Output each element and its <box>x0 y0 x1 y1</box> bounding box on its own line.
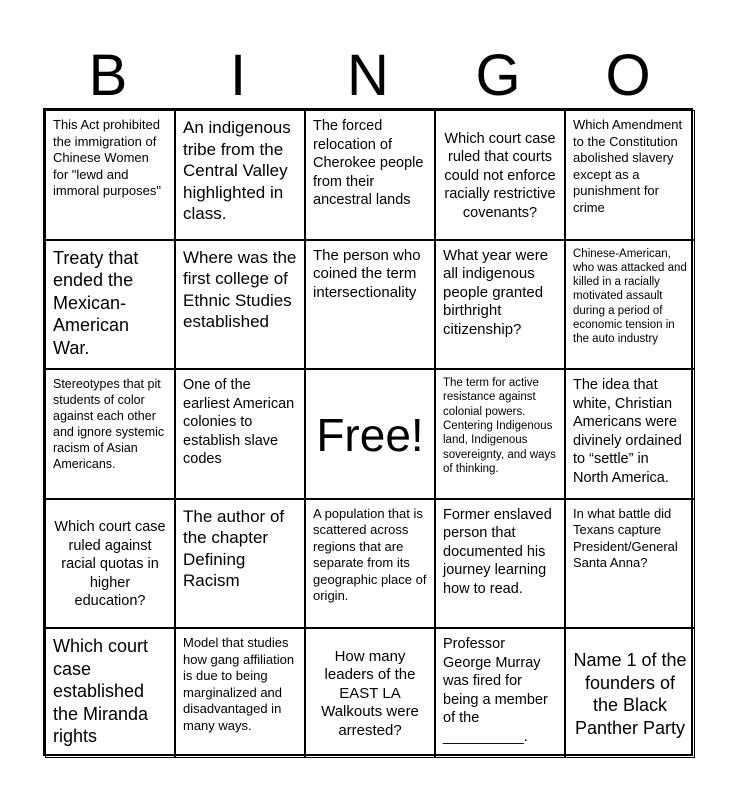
free-space[interactable] <box>305 369 435 499</box>
bingo-cell-r1c2[interactable] <box>175 110 305 240</box>
cell-text: How many leaders of the EAST LA Walkouts were arrested? <box>321 647 419 739</box>
bingo-cell-r4c1[interactable] <box>45 499 175 629</box>
cell-text: Which court case ruled that courts could not enforce racially restrictive covenants? <box>444 130 556 221</box>
cell-text: The person who coined the term intersectionality <box>313 246 421 301</box>
bingo-cell-r1c4[interactable] <box>435 110 565 240</box>
cell-text: What year were all indigenous people granted birthright citizenship? <box>443 246 549 338</box>
bingo-cell-r5c5[interactable] <box>565 628 695 758</box>
bingo-cell-r2c5[interactable] <box>565 240 695 370</box>
cell-text: The idea that white, Christian Americans were divinely ordained to “settle” in North America. <box>573 377 682 486</box>
bingo-cell-r3c4[interactable] <box>435 369 565 499</box>
bingo-card <box>43 108 693 756</box>
cell-text: In what battle did Texans capture President/General Santa Anna? <box>573 505 678 571</box>
bingo-cell-r4c3[interactable] <box>305 499 435 629</box>
cell-text: One of the earliest American colonies to establish slave codes <box>183 377 295 468</box>
header-letter-n: N <box>347 43 389 108</box>
cell-text: Former enslaved person that documented his journey learning how to read. <box>443 506 552 597</box>
header-letter-i: I <box>229 43 247 108</box>
cell-text: This Act prohibited the immigration of Chinese Women for "lewd and immoral purposes" <box>53 117 161 198</box>
cell-text: Treaty that ended the Mexican-American War. <box>53 247 139 358</box>
bingo-cell-r5c4[interactable] <box>435 628 565 758</box>
cell-text: Model that studies how gang affiliation is due to being marginalized and disadvantaged in many ways. <box>183 635 295 733</box>
bingo-cell-r3c1[interactable] <box>45 369 175 499</box>
bingo-cell-r3c2[interactable] <box>175 369 305 499</box>
cell-text: Chinese-American, who was attacked and killed in a racially motivated assault during a period of economic tension in the auto industry <box>573 247 687 346</box>
header-letter-o: O <box>605 43 651 108</box>
free-space-label: Free! <box>316 408 424 461</box>
cell-text: Professor George Murray was fired for being a member of the __________. <box>443 636 548 745</box>
bingo-cell-r1c3[interactable] <box>305 110 435 240</box>
bingo-cell-r3c5[interactable] <box>565 369 695 499</box>
cell-text: Which court case ruled against racial quotas in higher education? <box>54 519 166 610</box>
bingo-cell-r2c3[interactable] <box>305 240 435 370</box>
cell-text: Where was the first college of Ethnic Studies established <box>183 247 297 332</box>
bingo-cell-r5c2[interactable] <box>175 628 305 758</box>
bingo-cell-r1c1[interactable] <box>45 110 175 240</box>
cell-text: An indigenous tribe from the Central Valley highlighted in class. <box>183 118 291 223</box>
bingo-cell-r1c5[interactable] <box>565 110 695 240</box>
cell-text: The term for active resistance against colonial powers. Centering Indigenous land, Indigenous sovereignty, and ways of thinking. <box>443 377 556 475</box>
bingo-cell-r2c4[interactable] <box>435 240 565 370</box>
cell-text: Which court case established the Miranda rights <box>53 636 149 747</box>
bingo-cell-r5c1[interactable] <box>45 628 175 758</box>
bingo-cell-r4c4[interactable] <box>435 499 565 629</box>
cell-text: The author of the chapter Defining Racism <box>183 506 285 591</box>
bingo-cell-r5c3[interactable] <box>305 628 435 758</box>
header-letter-b: B <box>88 43 128 108</box>
bingo-cell-r2c2[interactable] <box>175 240 305 370</box>
header-letter-g: G <box>475 43 521 108</box>
bingo-cell-r4c2[interactable] <box>175 499 305 629</box>
bingo-cell-r2c1[interactable] <box>45 240 175 370</box>
bingo-cell-r4c5[interactable] <box>565 499 695 629</box>
cell-text: A population that is scattered across regions that are separate from its geographic place of origin. <box>313 505 427 604</box>
cell-text: Name 1 of the founders of the Black Panther Party <box>573 650 687 738</box>
cell-text: The forced relocation of Cherokee people from their ancestral lands <box>313 118 424 208</box>
cell-text: Which Amendment to the Constitution abolished slavery except as a punishment for crime <box>573 117 683 215</box>
cell-text: Stereotypes that pit students of color against each other and ignore systemic racism of Asian Americans. <box>53 377 165 472</box>
bingo-header <box>43 44 693 108</box>
